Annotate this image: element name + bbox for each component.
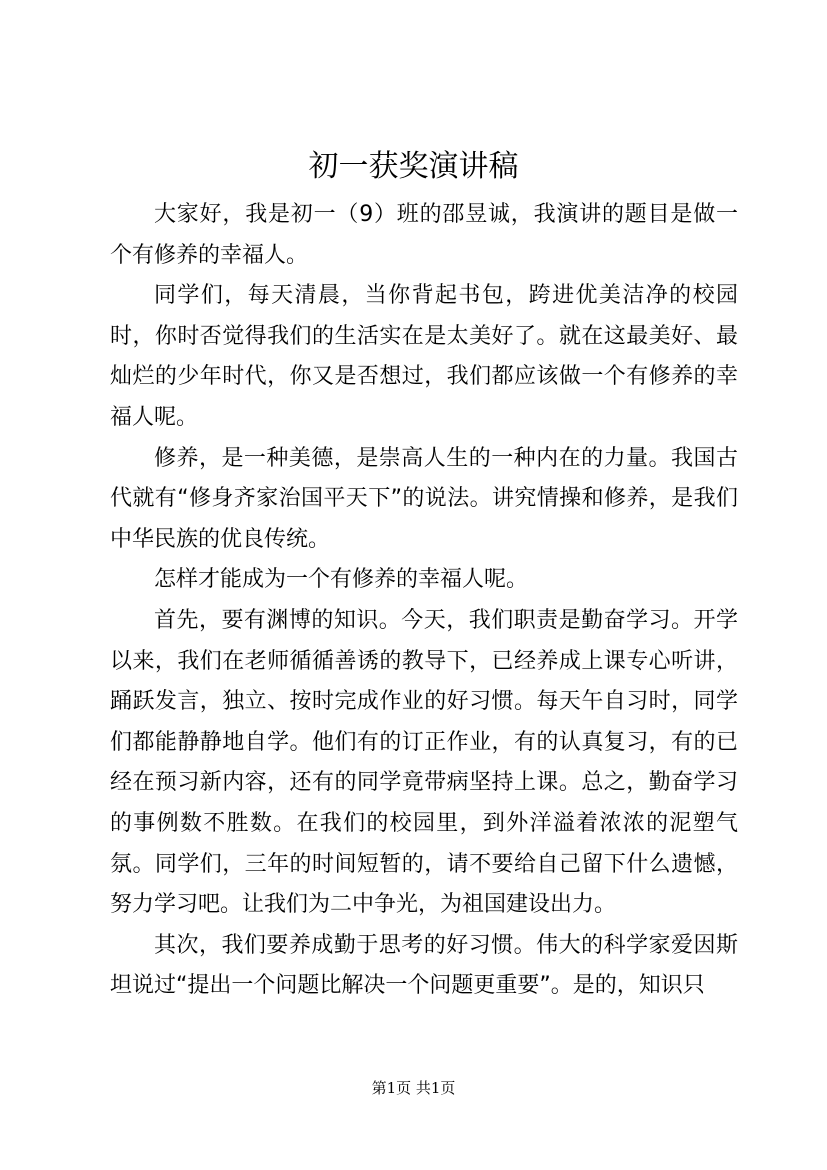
paragraph: 修养，是一种美德，是崇高人生的一种内在的力量。我国古代就有“修身齐家治国平天下”的说法。讲究情操和修养，是我们中华民族的优良传统。 [110,445,738,552]
document-title: 初一获奖演讲稿 [308,149,519,184]
paragraph: 怎样才能成为一个有修养的幸福人呢。 [154,567,529,593]
paragraph: 同学们，每天清晨，当你背起书包，跨进优美洁净的校园时，你时否觉得我们的生活实在是太美好了。就在这最美好、最灿烂的少年时代，你又是否想过，我们都应该做一个有修养的幸福人呢。 [110,283,738,430]
document-body [110,195,738,1007]
paragraph: 大家好，我是初一（9）班的邵昱诚，我演讲的题目是做一个有修养的幸福人。 [110,202,738,268]
page-footer: 第1页 共1页 [371,1079,456,1097]
paragraph: 其次，我们要养成勤于思考的好习惯。伟大的科学家爱因斯坦说过“提出一个问题比解决一个问题更重要”。是的，知识只 [110,932,738,999]
paragraph: 首先，要有渊博的知识。今天，我们职责是勤奋学习。开学以来，我们在老师循循善诱的教导下，已经养成上课专心听讲，踊跃发言，独立、按时完成作业的好习惯。每天午自习时，同学们都能静静地自学。他们有的订正作业，有的认真复习，有的已经在预习新内容，还有的同学竟带病坚持上课。总之，勤奋学习的事例数不胜数。在我们的校园里，到外洋溢着浓浓的泥塑气氛。同学们，三年的时间短暂的，请不要给自己留下什么遗憾，努力学习吧。让我们为二中争光，为祖国建设出力。 [110,607,738,918]
